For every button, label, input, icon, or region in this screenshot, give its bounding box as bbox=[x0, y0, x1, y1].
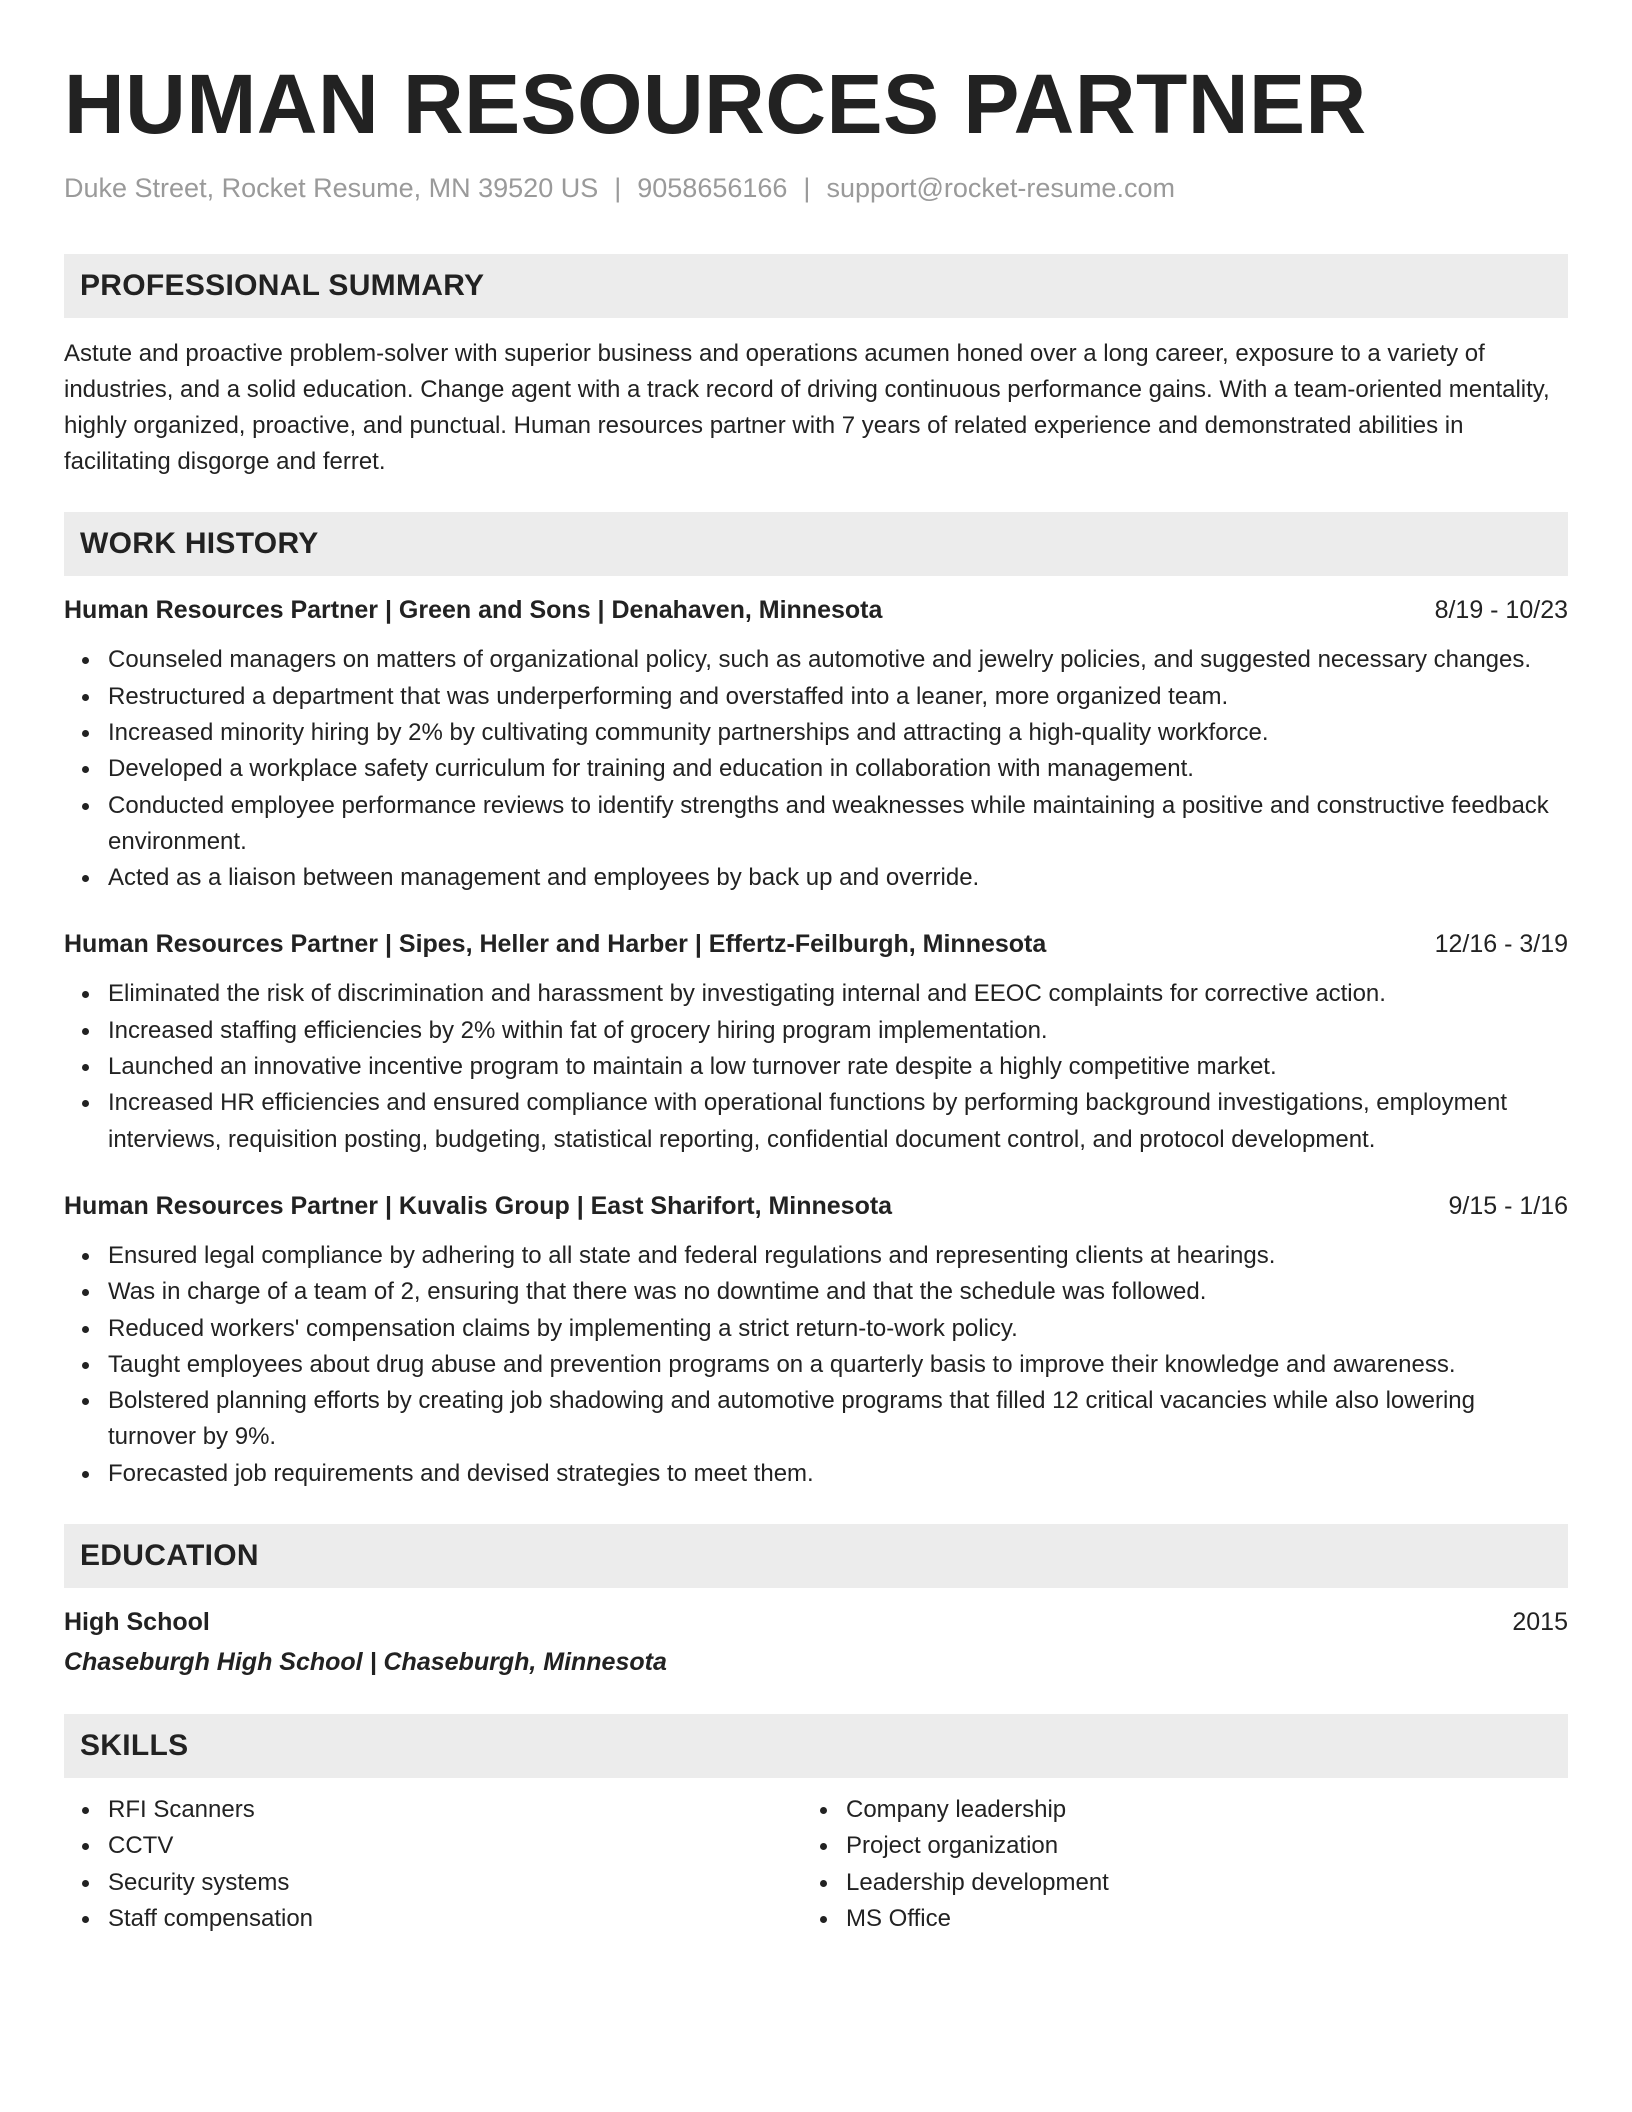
work-section-title: WORK HISTORY bbox=[80, 527, 319, 561]
summary-section-title: PROFESSIONAL SUMMARY bbox=[80, 269, 485, 303]
skills-section-title: SKILLS bbox=[80, 1729, 189, 1763]
contact-phone: 9058656166 bbox=[637, 173, 788, 203]
education-section-title: EDUCATION bbox=[80, 1539, 259, 1573]
work-section-header bbox=[64, 512, 1568, 576]
education-degree: High School bbox=[64, 1608, 210, 1637]
list-item: Project organization bbox=[846, 1828, 1540, 1864]
list-item: Conducted employee performance reviews to identify strengths and weaknesses while maintaining a positive and constructive feedback environment. bbox=[108, 788, 1568, 861]
education-school: Chaseburgh High School | Chaseburgh, Minnesota bbox=[64, 1648, 667, 1677]
education-year: 2015 bbox=[1512, 1608, 1568, 1637]
list-item: Was in charge of a team of 2, ensuring that there was no downtime and that the schedule was followed. bbox=[108, 1274, 1568, 1310]
list-item: Ensured legal compliance by adhering to all state and federal regulations and representing clients at hearings. bbox=[108, 1238, 1568, 1274]
list-item: Increased minority hiring by 2% by cultivating community partnerships and attracting a high-quality workforce. bbox=[108, 715, 1568, 751]
contact-separator: | bbox=[614, 173, 622, 203]
skills-column-right bbox=[802, 1792, 1540, 1937]
job-header bbox=[64, 592, 1568, 628]
summary-text: Astute and proactive problem-solver with superior business and operations acumen honed over a long career, exposure to a variety of industries, and a solid education. Change agent with a track record of driving continuous performance gains. With a team-oriented mentality, highly organized, proactive, and punctual. Human resources partner with 7 years of related experience and demonstrated abilities in facilitating disgorge and ferret. bbox=[64, 340, 1550, 476]
list-item: Developed a workplace safety curriculum for training and education in collaboration with management. bbox=[108, 751, 1568, 787]
education-entry bbox=[64, 1604, 1568, 1680]
job-title: Human Resources Partner | Green and Sons | Denahaven, Minnesota bbox=[64, 596, 883, 625]
job-bullets bbox=[64, 1238, 1568, 1492]
contact-line bbox=[64, 172, 1568, 204]
summary-section-header bbox=[64, 254, 1568, 318]
job-header bbox=[64, 1188, 1568, 1224]
list-item: Forecasted job requirements and devised strategies to meet them. bbox=[108, 1456, 1568, 1492]
list-item: RFI Scanners bbox=[108, 1792, 802, 1828]
list-item: CCTV bbox=[108, 1828, 802, 1864]
job-title: Human Resources Partner | Sipes, Heller and Harber | Effertz-Feilburgh, Minnesota bbox=[64, 930, 1047, 959]
list-item: Company leadership bbox=[846, 1792, 1540, 1828]
list-item: Bolstered planning efforts by creating job shadowing and automotive programs that filled 12 critical vacancies while also lowering turnover by 9%. bbox=[108, 1383, 1568, 1456]
education-header bbox=[64, 1604, 1568, 1640]
list-item: Taught employees about drug abuse and prevention programs on a quarterly basis to improve their knowledge and awareness. bbox=[108, 1347, 1568, 1383]
education-section-header bbox=[64, 1524, 1568, 1588]
list-item: Restructured a department that was underperforming and overstaffed into a leaner, more organized team. bbox=[108, 679, 1568, 715]
list-item: Leadership development bbox=[846, 1865, 1540, 1901]
resume-name: HUMAN RESOURCES PARTNER bbox=[64, 57, 1367, 151]
job-header bbox=[64, 926, 1568, 962]
list-item: Launched an innovative incentive program to maintain a low turnover rate despite a highly competitive market. bbox=[108, 1049, 1568, 1085]
skills-list bbox=[64, 1792, 1568, 1937]
contact-email: support@rocket-resume.com bbox=[826, 173, 1175, 203]
list-item: Acted as a liaison between management and employees by back up and override. bbox=[108, 860, 1568, 896]
skills-column-left bbox=[64, 1792, 802, 1937]
skills-section-header bbox=[64, 1714, 1568, 1778]
list-item: Increased staffing efficiencies by 2% within fat of grocery hiring program implementation. bbox=[108, 1013, 1568, 1049]
job-dates: 9/15 - 1/16 bbox=[1448, 1191, 1568, 1220]
job-title: Human Resources Partner | Kuvalis Group | East Sharifort, Minnesota bbox=[64, 1191, 893, 1220]
list-item: Counseled managers on matters of organizational policy, such as automotive and jewelry policies, and suggested necessary changes. bbox=[108, 642, 1568, 678]
job-entry bbox=[64, 926, 1568, 1157]
job-bullets bbox=[64, 976, 1568, 1157]
list-item: Staff compensation bbox=[108, 1901, 802, 1937]
skills-bullets-right bbox=[802, 1792, 1540, 1937]
skills-bullets-left bbox=[64, 1792, 802, 1937]
list-item: MS Office bbox=[846, 1901, 1540, 1937]
list-item: Security systems bbox=[108, 1865, 802, 1901]
job-entry bbox=[64, 1188, 1568, 1492]
list-item: Eliminated the risk of discrimination and harassment by investigating internal and EEOC complaints for corrective action. bbox=[108, 976, 1568, 1012]
job-bullets bbox=[64, 642, 1568, 896]
list-item: Increased HR efficiencies and ensured compliance with operational functions by performing background investigations, employment interviews, requisition posting, budgeting, statistical reporting, confidential document control, and protocol development. bbox=[108, 1085, 1568, 1158]
list-item: Reduced workers' compensation claims by implementing a strict return-to-work policy. bbox=[108, 1311, 1568, 1347]
job-entry bbox=[64, 592, 1568, 896]
job-dates: 8/19 - 10/23 bbox=[1434, 596, 1568, 625]
job-dates: 12/16 - 3/19 bbox=[1434, 930, 1568, 959]
contact-separator: | bbox=[803, 173, 811, 203]
contact-address: Duke Street, Rocket Resume, MN 39520 US bbox=[64, 173, 599, 203]
